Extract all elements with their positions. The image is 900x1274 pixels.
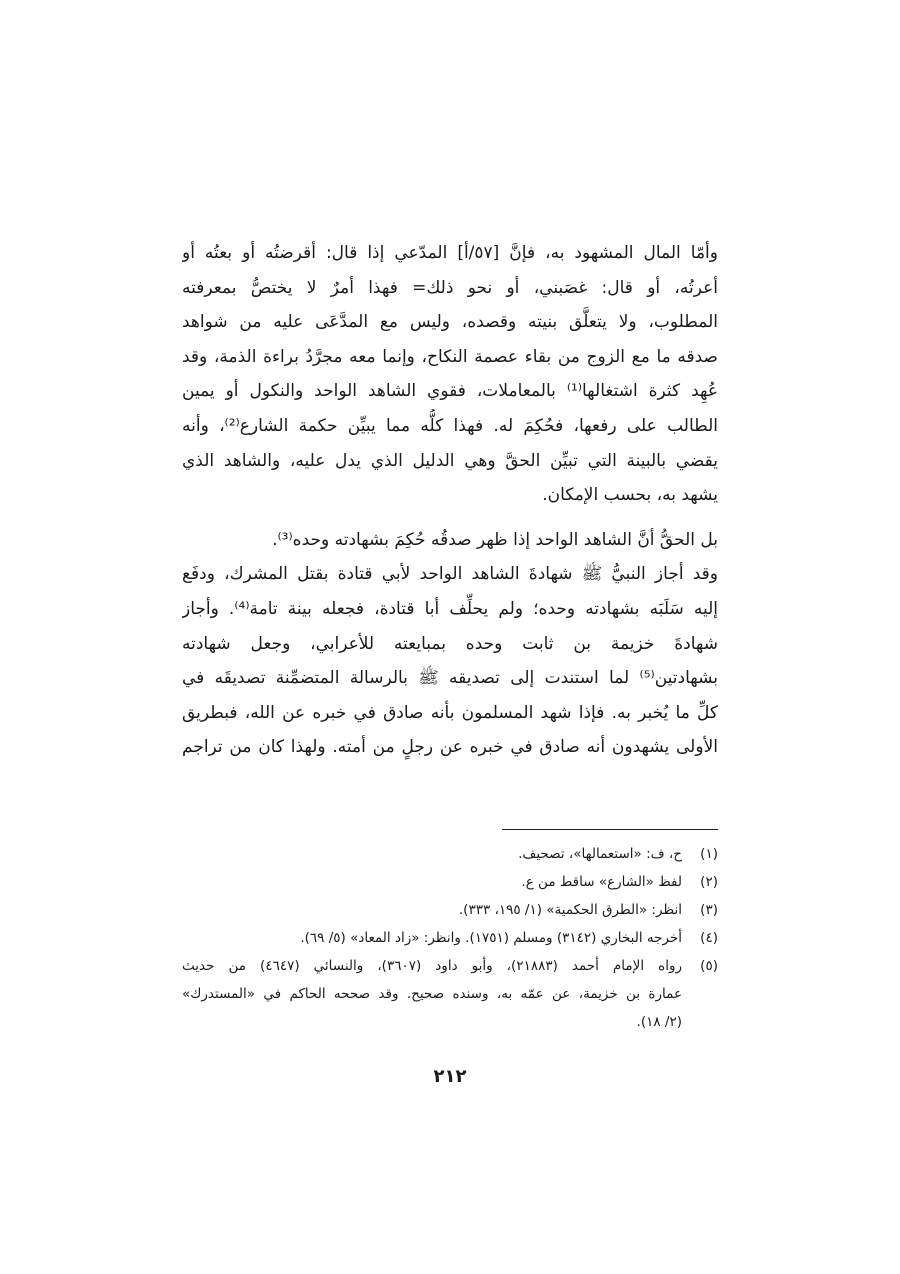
text-line: وأمّا المال المشهود به، فإنَّ [٥٧/أ] المدّعي إذا قال: أقرضتُه أو بعتُه أو [182,243,718,263]
paragraph-1 [182,236,718,513]
paragraph-2 [182,523,718,765]
main-text [182,236,718,765]
footnote-number: (٥) [700,958,718,974]
text-line: وقد أجاز النبيُّ ﷺ شهادةَ الشاهد الواحد لأبي قتادة بقتل المشرك، ودفَع [182,564,718,585]
text-line: كلِّ ما يُخبر به. فإذا شهد المسلمون بأنه صادق في خبره عن الله، فبطريق [182,702,718,723]
footnote-text: رواه الإمام أحمد (٢١٨٨٣)، وأبو داود (٣٦٠٧)، والنسائي (٤٦٤٧) من حديث [182,958,682,974]
footnote [182,840,718,868]
text-line: يقضي بالبينة التي تبيِّن الحقَّ وهي الدليل الذي يدل عليه، والشاهد الذي [182,450,718,471]
text-line: شهادةَ خزيمة بن ثابت وحده بمبايعته للأعرابي، وجعل شهادته [182,633,718,654]
text-line: المطلوب، ولا يتعلَّق بنيته وقصده، وليس مع المدَّعَى عليه من شواهد [182,312,718,333]
text-line: إليه سَلَبَه بشهادته وحده؛ ولم يحلِّف أبا قتادة، فجعله بينة تامة⁽⁴⁾. وأجاز [182,598,718,619]
footnote-text: (٢/ ١٨). [636,1014,682,1030]
text-line: بشهادتين⁽⁵⁾ لما استندت إلى تصديقه ﷺ بالرسالة المتضمِّنة تصديقَه في [182,668,718,689]
page-number: ٢١٢ [433,1066,467,1087]
footnotes [182,840,718,1036]
footnote-number: (١) [700,846,718,862]
footnote-number: (٢) [700,874,718,890]
footnote-text: انظر: «الطرق الحكمية» (١/ ١٩٥، ٣٣٣). [458,902,682,918]
footnote-text: أخرجه البخاري (٣١٤٢) ومسلم (١٧٥١). وانظر: «زاد المعاد» (٥/ ٦٩). [300,930,682,946]
text-line: صدقه ما مع الزوج من بقاء عصمة النكاح، وإنما معه مجرَّدُ براءة الذمة، وقد [182,346,718,367]
footnote [182,896,718,924]
footnote-text: عمارة بن خزيمة، عن عمّه به، وسنده صحيح. وقد صححه الحاكم في «المستدرك» [182,986,682,1002]
footnote-number: (٣) [700,902,718,918]
text-line: عُهِد كثرة اشتغالها⁽¹⁾ بالمعاملات، فقوي الشاهد الواحد والنكول أو يمين [182,381,718,402]
footnote [182,952,718,1036]
footnote [182,924,718,952]
footnote-separator [502,829,718,830]
text-line: أعرتُه، أو قال: غصَبني، أو نحو ذلك= فهذا أمرٌ لا يختصُّ بمعرفته [182,277,718,298]
footnote-text: لفظ «الشارع» ساقط من ع. [521,874,682,890]
text-line: يشهد به، بحسب الإمكان. [542,485,718,506]
text-line: بل الحقُّ أنَّ الشاهد الواحد إذا ظهر صدقُه حُكِمَ بشهادته وحده⁽³⁾. [272,529,718,550]
text-line: الطالب على رفعها، فحُكِمَ له. فهذا كلُّه مما يبيِّن حكمة الشارع⁽²⁾، وأنه [182,415,718,436]
paragraph-spacer [182,513,718,523]
footnote-number: (٤) [700,930,718,946]
footnote [182,868,718,896]
footnote-text: ح، ف: «استعمالها»، تصحيف. [518,846,682,862]
text-line: الأولى يشهدون أنه صادق في خبره عن رجلٍ من أمته. ولهذا كان من تراجم [182,737,718,758]
